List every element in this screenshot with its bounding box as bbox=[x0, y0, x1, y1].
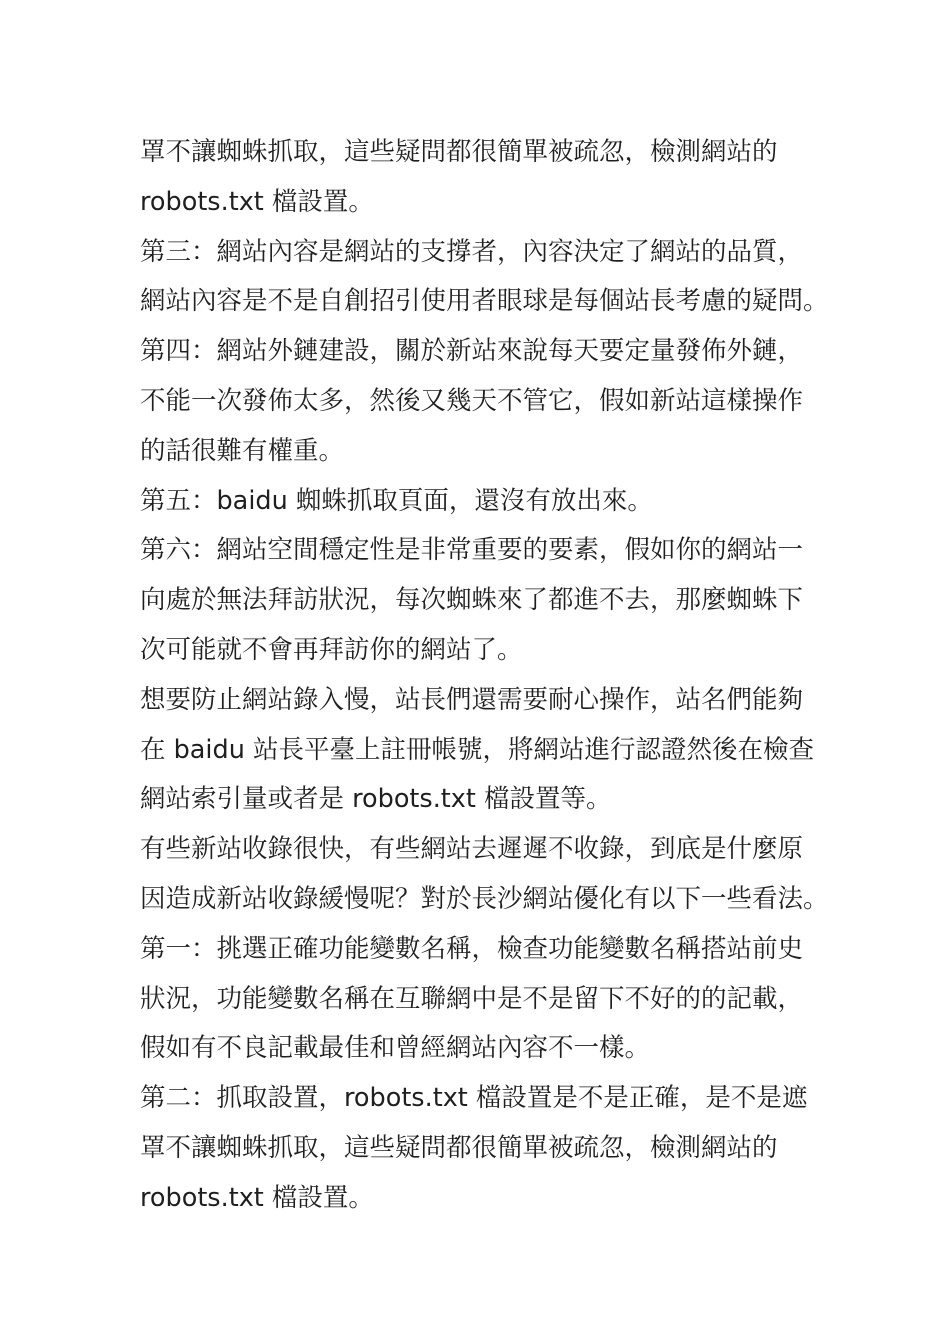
text-line: 網站內容是不是自創招引使用者眼球是每個站長考慮的疑問。 bbox=[140, 286, 829, 317]
text-line: 第三：網站內容是網站的支撐者，內容決定了網站的品質， bbox=[140, 236, 804, 267]
text-line: 有些新站收錄很快，有些網站去遲遲不收錄，到底是什麼原 bbox=[140, 834, 804, 865]
text-line: 第六：網站空間穩定性是非常重要的要素，假如你的網站一 bbox=[140, 535, 804, 566]
text-line: 在 baidu 站長平臺上註冊帳號，將網站進行認證然後在檢查 bbox=[140, 734, 814, 765]
text-line: 次可能就不會再拜訪你的網站了。 bbox=[140, 634, 523, 665]
text-line: robots.txt 檔設置。 bbox=[140, 1182, 374, 1213]
text-line: 第五：baidu 蜘蛛抓取頁面，還沒有放出來。 bbox=[140, 485, 653, 516]
text-line: 第四：網站外鏈建設，關於新站來說每天要定量發佈外鏈， bbox=[140, 336, 804, 367]
text-line: 狀況，功能變數名稱在互聯網中是不是留下不好的的記載， bbox=[140, 983, 804, 1014]
text-line: 的話很難有權重。 bbox=[140, 435, 345, 466]
text-line: 網站索引量或者是 robots.txt 檔設置等。 bbox=[140, 784, 612, 815]
text-line: 罩不讓蜘蛛抓取，這些疑問都很簡單被疏忽，檢測網站的 bbox=[140, 1132, 778, 1163]
text-line: 想要防止網站錄入慢，站長們還需要耐心操作，站名們能夠 bbox=[140, 684, 804, 715]
text-line: 第二：抓取設置，robots.txt 檔設置是不是正確，是不是遮 bbox=[140, 1083, 808, 1114]
text-line: 罩不讓蜘蛛抓取，這些疑問都很簡單被疏忽，檢測網站的 bbox=[140, 137, 778, 167]
text-line: 第一：挑選正確功能變數名稱，檢查功能變數名稱搭站前史 bbox=[140, 933, 804, 964]
text-line: 假如有不良記載最佳和曾經網站內容不一樣。 bbox=[140, 1033, 651, 1064]
text-line: robots.txt 檔設置。 bbox=[140, 186, 374, 217]
document-body bbox=[140, 128, 830, 1224]
text-line: 不能一次發佈太多，然後又幾天不管它，假如新站這樣操作 bbox=[140, 385, 804, 416]
text-line: 向處於無法拜訪狀況，每次蜘蛛來了都進不去，那麼蜘蛛下 bbox=[140, 585, 804, 616]
text-line: 因造成新站收錄緩慢呢？對於長沙網站優化有以下一些看法。 bbox=[140, 883, 829, 914]
